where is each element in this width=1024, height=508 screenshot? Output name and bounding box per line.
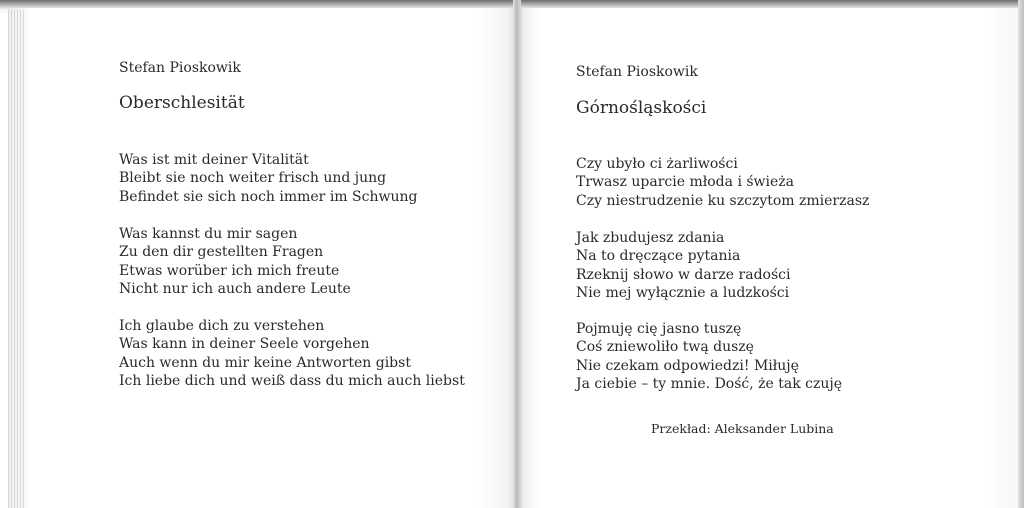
translator-credit: Przekład: Aleksander Lubina <box>651 421 834 436</box>
left-stanza-2 <box>119 225 351 298</box>
right-stanza-1 <box>576 155 869 210</box>
poem-line: Nie czekam odpowiedzi! Miłuję <box>576 357 799 374</box>
poem-line: Czy niestrudzenie ku szczytom zmierzasz <box>576 192 870 209</box>
right-author: Stefan Pioskowik <box>576 64 698 80</box>
poem-line: Na to dręczące pytania <box>576 248 741 265</box>
book-right-edge <box>1018 0 1024 508</box>
poem-line: Ich glaube dich zu verstehen <box>119 318 325 334</box>
left-stanza-3 <box>119 317 465 390</box>
poem-line: Czy ubyło ci żarliwości <box>576 156 738 172</box>
poem-line: Zu den dir gestellten Fragen <box>119 244 324 261</box>
right-stanza-3 <box>576 320 842 393</box>
poem-line: Pojmuję cię jasno tuszę <box>576 321 742 337</box>
left-author: Stefan Pioskowik <box>119 60 241 76</box>
right-stanza-2 <box>576 229 790 302</box>
poem-line: Nie mej wyłącznie a ludzkości <box>576 284 790 301</box>
poem-line: Was ist mit deiner Vitalität <box>119 152 309 168</box>
poem-line: Nicht nur ich auch andere Leute <box>119 280 351 297</box>
poem-line: Rzeknij słowo w darze radości <box>576 266 791 283</box>
poem-line: Was kann in deiner Seele vorgehen <box>119 336 370 353</box>
book-page-edges <box>8 10 24 508</box>
poem-line: Trwasz uparcie młoda i świeża <box>576 174 795 191</box>
left-poem-title: Oberschlesität <box>119 93 245 113</box>
poem-line: Ich liebe dich und weiß dass du mich auch liebst <box>119 372 465 389</box>
poem-line: Ja ciebie – ty mnie. Dość, że tak czuję <box>576 375 843 392</box>
left-stanza-1 <box>119 151 417 206</box>
book-gutter <box>513 0 521 508</box>
poem-line: Befindet sie sich noch immer im Schwung <box>119 188 418 205</box>
poem-line: Jak zbudujesz zdania <box>576 230 725 246</box>
poem-line: Auch wenn du mir keine Antworten gibst <box>119 354 411 371</box>
poem-line: Etwas worüber ich mich freute <box>119 262 340 279</box>
poem-line: Was kannst du mir sagen <box>119 226 298 242</box>
poem-line: Bleibt sie noch weiter frisch und jung <box>119 170 387 187</box>
poem-line: Coś zniewoliło twą duszę <box>576 339 754 356</box>
right-poem-title: Górnośląskości <box>576 98 707 118</box>
